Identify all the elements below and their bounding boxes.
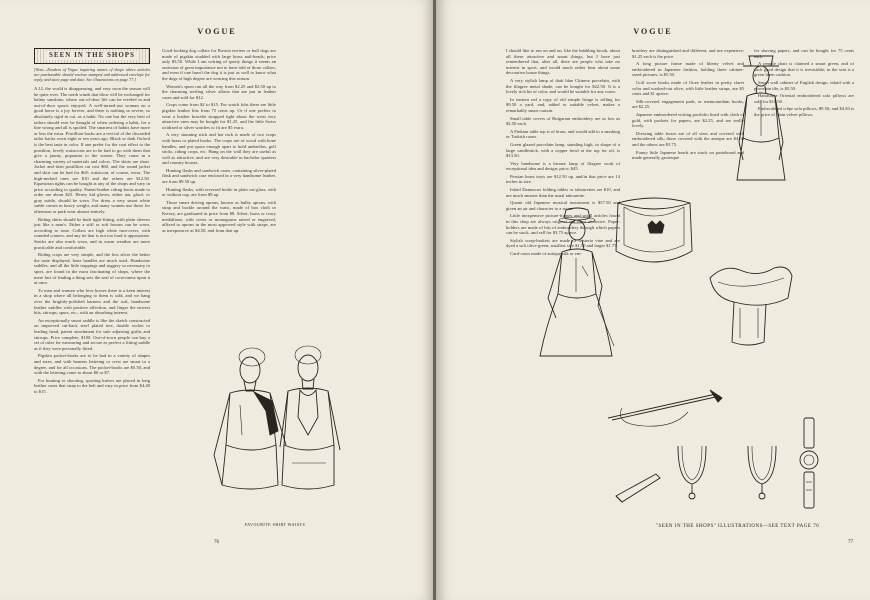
- paragraph: Quaint old Japanese musical instrument is $57.50 and given an air and character to a room.: [506, 200, 620, 211]
- paragraph: Persian brass trays are $12.50 up, and/in that price are 14 inches in size.: [506, 173, 620, 185]
- paragraph: A very stunning stick and hat rack is made of two crops with brass or plated hooks. The crops are of wood with bone handles, and put space enough apart to hold umbrellas, golf sticks, riding crops, etc. Hung on the wall they are useful as well as attractive, and are very desirable in bachelor quarters and country houses.: [162, 132, 276, 166]
- paragraph: Hunting flasks and sandwich cases, containing silver-plated flask and sandwich case enclosed in a very handsome leather, are from $9.50 up.: [162, 167, 276, 185]
- figure-caption-left: FAVOURITE SHIRT WAISTS: [244, 522, 306, 527]
- riding-woman-illustration: [536, 206, 616, 358]
- left-column-1: [34, 48, 150, 396]
- reader-note: [Note—Readers of Vogue inquiring names of shops where articles are purchasable should enclose stamped and addressed envelope for reply, and state page and date. See illustrations on page 77.]: [34, 67, 150, 82]
- paragraph: A long picture frame made of liberty velvet and embroidered in Japanese fashion, holding three cabinet-sized pictures, is $5.50.: [632, 61, 744, 78]
- page-number-left: 76: [214, 540, 219, 545]
- left-masthead: VOGUE: [197, 27, 237, 36]
- pigskin-pocketbook-illustration: [614, 195, 694, 271]
- section-title: SEEN IN THE SHOPS: [46, 51, 138, 60]
- paragraph: Stylish scrap-baskets are made of wisteria vine and are dyed a soft olive-green; smallest size $1.50 and larger $1.75.: [506, 237, 620, 249]
- riding-crop-illustration: [604, 388, 724, 428]
- paragraph: Green glazed porcelain lamp, standing high, in shape of a large candlestick, with a copper bowl at the top for oil, is $13.50.: [506, 141, 620, 159]
- paragraph: Dressing table boxes are of all sizes and covered with embroidered silk; those covered with the antique are $4.50 and the others are $3.75.: [632, 130, 744, 147]
- paragraph: Card-cases made of antique silk or em-: [510, 251, 582, 256]
- paragraph: Hunting flasks, with reversed bottle in plain cut-glass, with or without cup, are from $8 up.: [162, 186, 276, 198]
- paragraph: A temple chair is claimed a smart green, and of such good design that it is irresistible; in the seat is a green linen cushion.: [754, 61, 854, 78]
- spur-illustration-left: [672, 440, 712, 500]
- paragraph: Handsome Oriental embroidered sofa pillows are sold for $10.50.: [754, 93, 854, 104]
- paragraph: Small wall cabinet of English design, inlaid with a porcelain tile, is $5.50.: [754, 79, 854, 91]
- shirt-waists-illustration: [200, 335, 350, 520]
- paragraph: I should like to run on and on, like the babbling brook, about all these attractive and smart things, but I have just remembered that, after all, there are people who take no interest in sport, and would much rather hear about some decorative house things.: [506, 48, 620, 76]
- right-page: [436, 0, 870, 600]
- figure-caption-right: "SEEN IN THE SHOPS" ILLUSTRATIONS—SEE TEXT PAGE 76: [656, 524, 820, 529]
- paragraph: Riding crops are very simple, and the less silver the better the taste displayed; bone handles are much used. Handsome saddles, and all the little trappings and toggery so necessary to sport, are found in the most fascinating of shops, where the mere fact of finding a thing sets the seal of correctness upon it at once.: [34, 252, 150, 286]
- paragraph: Silk-covered engagement pads, or memorandum books, are $2.25.: [632, 98, 744, 110]
- paragraph: Small table covers of Bulgarian embroidery are as low as $2.50 each.: [506, 115, 620, 127]
- paragraph: Women's spurs run all the way from $2.25 and $2.50 up to the charming sterling silver affairs that are put in leather cases and sold for $12.: [162, 83, 276, 100]
- saddle-illustration: [704, 258, 796, 350]
- standing-woman-illustration: [731, 52, 791, 182]
- paragraph: In eastern red a copy of old temple fringe is selling for $9.50 a yard, and, added to suitable velvet, makes a remarkably smart curtain.: [506, 96, 620, 113]
- paragraph: Crops come from $2 to $15. For watch fobs there are little pigskin leather bits from 75 cents up. Or if one prefers to wear a leather bracelet strapped tight about the wrist very attractive ones may be bought for $1.25, and the little Swiss oxidized or silver watches to fit are $5 extra.: [162, 102, 276, 130]
- paragraph: A very stylish lamp of dark blue Chinese porcelain, with the filagree metal shade, can be bought for $22.50. It is a lovely rich bit of color, and would be suitable for any room.: [506, 77, 620, 95]
- page-number-right: 77: [848, 540, 853, 545]
- hunting-knife-illustration: [612, 468, 662, 508]
- paragraph: To men and women who love horses there is a keen interest in a shop where all belonging to them is sold, and we hang over the brightly-polished harness and the soft, handsome leather saddles with positive affection, and finger the newest bits, stirrups, spurs, etc., with an absorbing interest.: [34, 287, 150, 316]
- paragraph: Golf score books made of Ooze leather in pretty claret color and washed-out olive, with little leather straps, are $5 cents and $1 apiece.: [632, 79, 744, 97]
- paragraph: Funny little Japanese heads are stuck on pasteboard and made generally grotesque: [632, 149, 744, 161]
- paragraph: broidery are distinguished and different, and not expensive; $1.25 each is the price.: [632, 48, 744, 59]
- section-header-box: [34, 48, 150, 64]
- paragraph: A Finkian table top is of brass, and would add to a smoking or Turkish room.: [506, 128, 620, 140]
- paragraph: Good-looking dog collars for Boston terriers or bull dogs are made of pigskin studded with large brass nail-heads; price only $3.50. While I am writing of sporty things it seems an omission of great importance not to have told of those collars, and even if one hasn't the dog it is just as well to know what the dogs of high degree are wearing this season.: [162, 48, 276, 81]
- paragraph: For hunting or shooting, sporting knives are placed in long leather cases that strap to the belt and vary in price from $4.40 to $15.: [34, 377, 150, 394]
- watch-bracelet-illustration: [798, 416, 820, 512]
- paragraph: A LL the world is disappearing, and very soon the season will be quite over. The north winds that blow will be exchanged for balmy sunshine, where out-of-door life can be reveled in and out-of-door sports enjoyed. A well-turned-out woman on a good horse is a joy forever, and there is nothing so severe, so absolutely rigid in cut, as a habit. No one but the very best of tailors should ever be thought of when ordering a habit, for a line wrong and all is spoiled. The smartest of habits have more or less the extra. Postillion backs are a revival of the discarded tailor backs worn eight or ten years ago. Black or dark Oxford is the best taste in color. If one prefer for the coat effect to the postilion, lovely waistcoats are to be had to go with them that give a jaunty, piquantar to the wearer. They come in a charming variety of materials and colors. The skirts are short. Jacket and skirt postillion cut cost $60, and the round jacket and skirt can be had for $65; waistcoat, of course, extra. The high-necked ones are $10 and the others are $12.50. Equestrian tights can be bought at any of the shops and vary in price according to quality. Patent-leather riding boots made to order are about $25. Heavy kid gloves, either tan, glacé, or gray suède, should be worn. For dress a very smart white suède comes in heavy weight, and many women use those for afternoon or park wear almost entirely.: [34, 86, 150, 215]
- spur-illustration-right: [742, 440, 782, 500]
- paragraph: Embroidered crêpe sofa pillows, $9.50; and $4.50 is the price of plain velvet pillows.: [754, 106, 854, 117]
- paragraph: Riding shirts should be built tight-fitting, with plain sleeves just like a man's. Either a stiff or soft bosom can be worn, according to taste. Collars are high white turn-overs, with rounded corners, and any tie that is not too loud is appropriate. Stocks are also much worn, and in warm weather are more practicable and comfortable.: [34, 216, 150, 250]
- left-column-2: [162, 48, 276, 235]
- right-column-4: [632, 48, 744, 163]
- paragraph: An exceptionally smart saddle is like the sketch constructed on improved cut-back steel plated tree, double socket to leading head, patent attachment for safe adjusting girths and stirrups. Price complete, $100. Out-of-town people can buy a set of rules for measuring and secure as perfect a fitting saddle as if they were personally fitted.: [34, 317, 150, 351]
- paragraph: for shaving papers, and can be bought for 75 cents each.: [754, 48, 854, 59]
- paragraph: Little inexpensive picture-frames and small articles found in this shop are always original and most attractive. Paper-holders are made of bits of embroidery through which papers can be stuck, and sell for $3.75 apiece.: [506, 213, 620, 236]
- paragraph: Pigskin pocket-books are to be had in a variety of shapes and sizes, and with harness lettering or crest are smart to a degree, and for all occasions. The pocket-books are $5.50, and with the lettering come to about $6 or $7.: [34, 353, 150, 376]
- paragraph: Inlaid Damascus folding tables or tabourettes are $10, and are much smarter than the usual tabourette.: [506, 187, 620, 198]
- left-page: [0, 0, 434, 600]
- paragraph: Very handsome is a bronze lamp of filagree work of exceptional idea and design; price, $45.: [506, 160, 620, 172]
- paragraph: Japanese embroidered writing portfolio lined with cloth of gold, with pockets for papers, are $2.25, and are really lovely.: [632, 111, 744, 129]
- paragraph: Those smart driving aprons, known as bulby aprons, with strap and buckle around the waist, made of box cloth or Kersey, are graduated in price from $8. Silver, brass or ivory medallions, with crests or monograms raised or engraved, affixed to aprons in the most approved style with straps, are as inexpensive as $4.50, and from that up.: [162, 199, 276, 233]
- right-masthead: VOGUE: [633, 27, 673, 36]
